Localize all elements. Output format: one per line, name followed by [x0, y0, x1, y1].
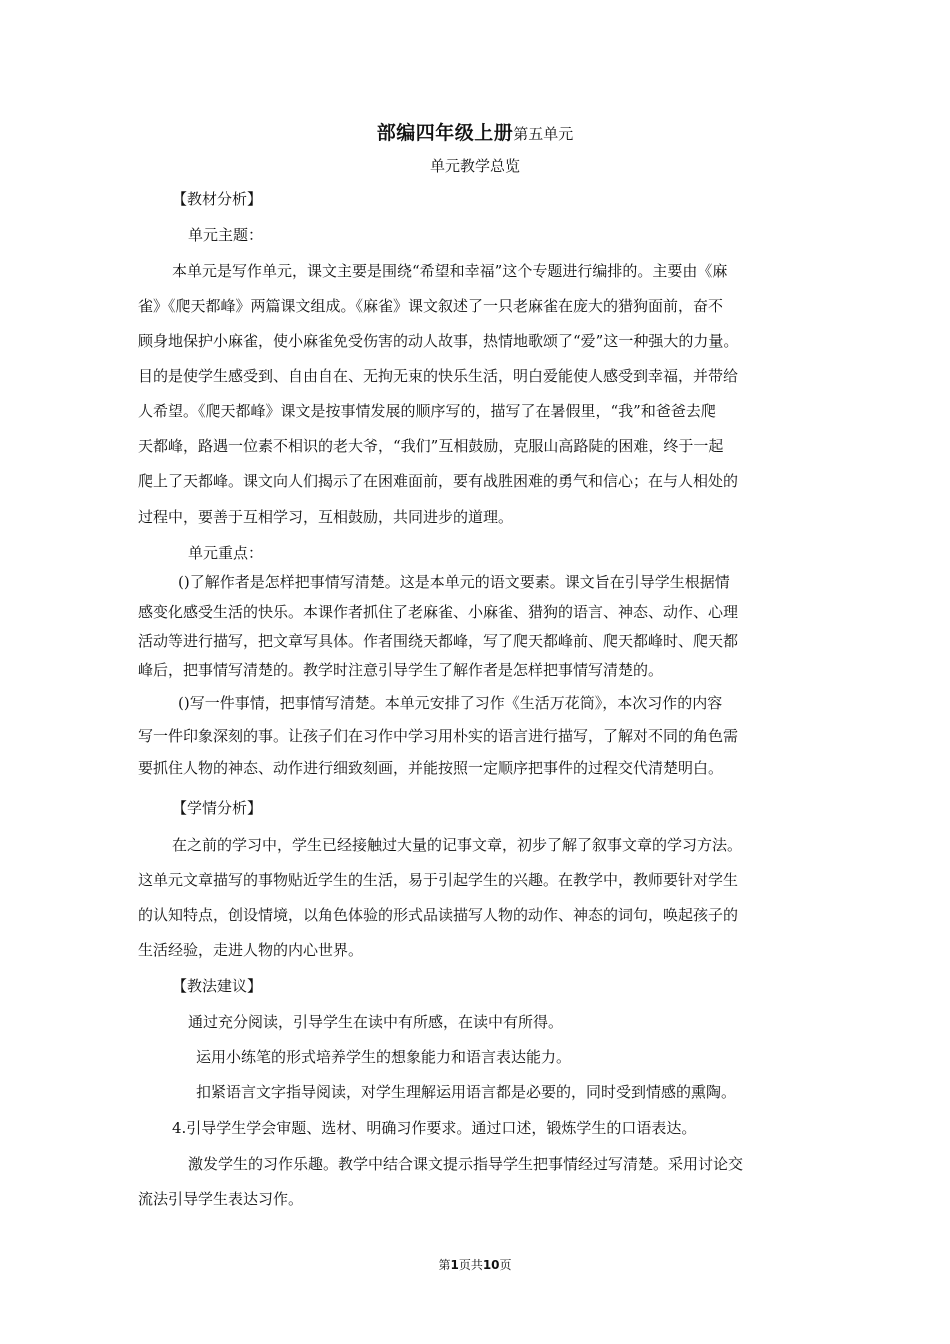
paragraph-line: ()写一件事情，把事情写清楚。本单元安排了习作《生活万花筒》，本次习作的内容	[178, 694, 723, 712]
suggestion-item: 通过充分阅读，引导学生在读中有所感，在读中有所得。	[188, 1013, 564, 1031]
page-footer	[0, 1256, 950, 1273]
document-title	[0, 118, 950, 145]
footer-suffix: 页	[499, 1258, 512, 1272]
heading-teaching-suggestions: 【教法建议】	[172, 977, 263, 995]
footer-prefix: 第	[438, 1258, 451, 1272]
suggestion-item: 运用小练笔的形式培养学生的想象能力和语言表达能力。	[196, 1048, 572, 1066]
subheading-unit-focus: 单元重点：	[188, 544, 264, 562]
footer-middle: 页共	[458, 1258, 483, 1272]
paragraph-line: 雀》《爬天都峰》两篇课文组成。《麻雀》课文叙述了一只老麻雀在庞大的猎狗面前，奋不	[138, 297, 724, 315]
paragraph-line: 的认知特点，创设情境，以角色体验的形式品读描写人物的动作、神态的词句，唤起孩子的	[138, 906, 739, 924]
paragraph-line: 这单元文章描写的事物贴近学生的生活，易于引起学生的兴趣。在教学中，教师要针对学生	[138, 871, 739, 889]
paragraph-line: ()了解作者是怎样把事情写清楚。这是本单元的语文要素。课文旨在引导学生根据情	[178, 573, 730, 591]
paragraph-line: 感变化感受生活的快乐。本课作者抓住了老麻雀、小麻雀、猎狗的语言、神态、动作、心理	[138, 603, 739, 621]
paragraph-line: 人希望。《爬天都峰》课文是按事情发展的顺序写的，描写了在暑假里，“我”和爸爸去爬	[138, 402, 716, 420]
suggestion-item: 4.引导学生学会审题、选材、明确习作要求。通过口述，锻炼学生的口语表达。	[172, 1119, 697, 1137]
title-bold-part: 部编四年级上册	[376, 122, 514, 144]
suggestion-item: 激发学生的习作乐趣。教学中结合课文提示指导学生把事情经过写清楚。采用讨论交	[188, 1155, 744, 1173]
subheading-unit-theme: 单元主题：	[188, 226, 264, 244]
document-subtitle: 单元教学总览	[429, 157, 520, 175]
paragraph-line: 生活经验，走进人物的内心世界。	[138, 941, 364, 959]
suggestion-item: 扣紧语言文字指导阅读，对学生理解运用语言都是必要的，同时受到情感的熏陶。	[196, 1083, 737, 1101]
paragraph-line: 峰后，把事情写清楚的。教学时注意引导学生了解作者是怎样把事情写清楚的。	[138, 661, 664, 679]
paragraph-line: 爬上了天都峰。课文向人们揭示了在困难面前，要有战胜困难的勇气和信心；在与人相处的	[138, 472, 739, 490]
footer-total-pages: 10	[482, 1258, 500, 1272]
paragraph-line: 在之前的学习中，学生已经接触过大量的记事文章，初步了解了叙事文章的学习方法。	[172, 836, 743, 854]
paragraph-line: 流法引导学生表达习作。	[138, 1190, 304, 1208]
paragraph-line: 活动等进行描写，把文章写具体。作者围绕天都峰，写了爬天都峰前、爬天都峰时、爬天都	[138, 632, 739, 650]
paragraph-line: 目的是使学生感受到、自由自在、无拘无束的快乐生活，明白爱能使人感受到幸福，并带给	[138, 367, 739, 385]
paragraph-line: 过程中，要善于互相学习，互相鼓励，共同进步的道理。	[138, 508, 514, 526]
title-normal-part: 第五单元	[513, 125, 574, 143]
paragraph-line: 写一件印象深刻的事。让孩子们在习作中学习用朴实的语言进行描写，了解对不同的角色需	[138, 727, 739, 745]
paragraph-line: 顾身地保护小麻雀，使小麻雀免受伤害的动人故事，热情地歌颂了“爱”这一种强大的力量。	[138, 332, 739, 350]
paragraph-line: 本单元是写作单元，课文主要是围绕“希望和幸福”这个专题进行编排的。主要由《麻	[172, 262, 728, 280]
footer-page-number: 1	[450, 1258, 459, 1272]
paragraph-line: 要抓住人物的神态、动作进行细致刻画，并能按照一定顺序把事件的过程交代清楚明白。	[138, 759, 724, 777]
heading-textbook-analysis: 【教材分析】	[172, 190, 263, 208]
heading-learner-analysis: 【学情分析】	[172, 799, 263, 817]
paragraph-line: 天都峰，路遇一位素不相识的老大爷，“我们”互相鼓励，克服山高路陡的困难，终于一起	[138, 437, 724, 455]
